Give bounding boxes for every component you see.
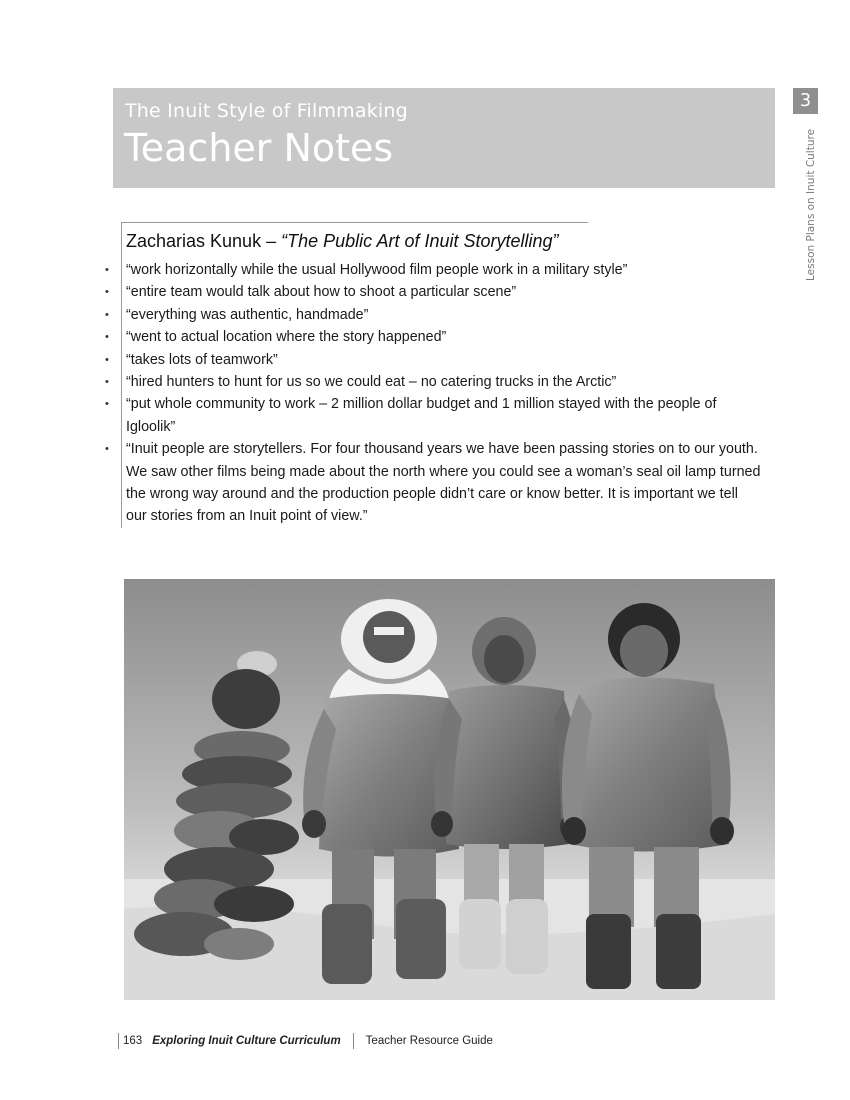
side-label — [805, 126, 819, 286]
list-item — [105, 438, 762, 528]
bullet-icon: • — [105, 308, 109, 321]
quote-section — [105, 222, 762, 528]
bullet-icon: • — [105, 443, 109, 456]
list-item — [105, 393, 762, 438]
section-heading — [122, 222, 588, 257]
list-item — [105, 281, 762, 303]
bullet-icon: • — [105, 376, 109, 389]
list-item — [105, 349, 762, 371]
list-item — [105, 371, 762, 393]
page-number: 163 — [118, 1033, 148, 1049]
chapter-number: 3 — [793, 88, 818, 114]
page-title: Teacher Notes — [124, 126, 394, 170]
bullet-icon: • — [105, 286, 109, 299]
quote-text: “work horizontally while the usual Hollywood film people work in a military style” — [126, 262, 628, 278]
bullet-icon: • — [105, 353, 109, 366]
quote-text: “went to actual location where the story happened” — [126, 329, 447, 346]
quote-list — [105, 259, 762, 528]
quote-text: “entire team would talk about how to shoot a particular scene” — [126, 284, 517, 301]
page-footer — [118, 1030, 493, 1052]
quote-text: “hired hunters to hunt for us so we could eat – no catering trucks in the Arctic” — [126, 374, 617, 391]
quote-text: “everything was authentic, handmade” — [126, 306, 369, 323]
header-banner — [113, 88, 775, 188]
bullet-icon: • — [105, 398, 109, 411]
side-label-text: Lesson Plans on Inuit Culture — [805, 128, 817, 281]
quote-text: “Inuit people are storytellers. For four thousand years we have been passing stories on to our youth. We saw other films being made about the north where you could see a woman’s seal oil lamp turned the wrong way around and the production people didn’t care or know better. It is important we tell our stories from an Inuit point of view.” — [126, 441, 761, 525]
list-item — [105, 304, 762, 326]
heading-name: Zacharias Kunuk – — [126, 231, 282, 251]
list-item — [105, 259, 762, 281]
publication-title: Exploring Inuit Culture Curriculum — [152, 1035, 341, 1047]
list-item — [105, 326, 762, 348]
photo-inuit-men-with-inukshuk — [124, 579, 775, 1000]
quote-text: “put whole community to work – 2 million dollar budget and 1 million stayed with the people of Igloolik” — [126, 396, 717, 435]
bullet-icon: • — [105, 331, 109, 344]
photo-illustration — [124, 579, 775, 1000]
heading-title: “The Public Art of Inuit Storytelling” — [281, 231, 559, 251]
header-subtitle: The Inuit Style of Filmmaking — [125, 100, 408, 122]
guide-label: Teacher Resource Guide — [353, 1033, 493, 1049]
bullet-icon: • — [105, 264, 109, 276]
quote-text: “takes lots of teamwork” — [126, 351, 278, 368]
